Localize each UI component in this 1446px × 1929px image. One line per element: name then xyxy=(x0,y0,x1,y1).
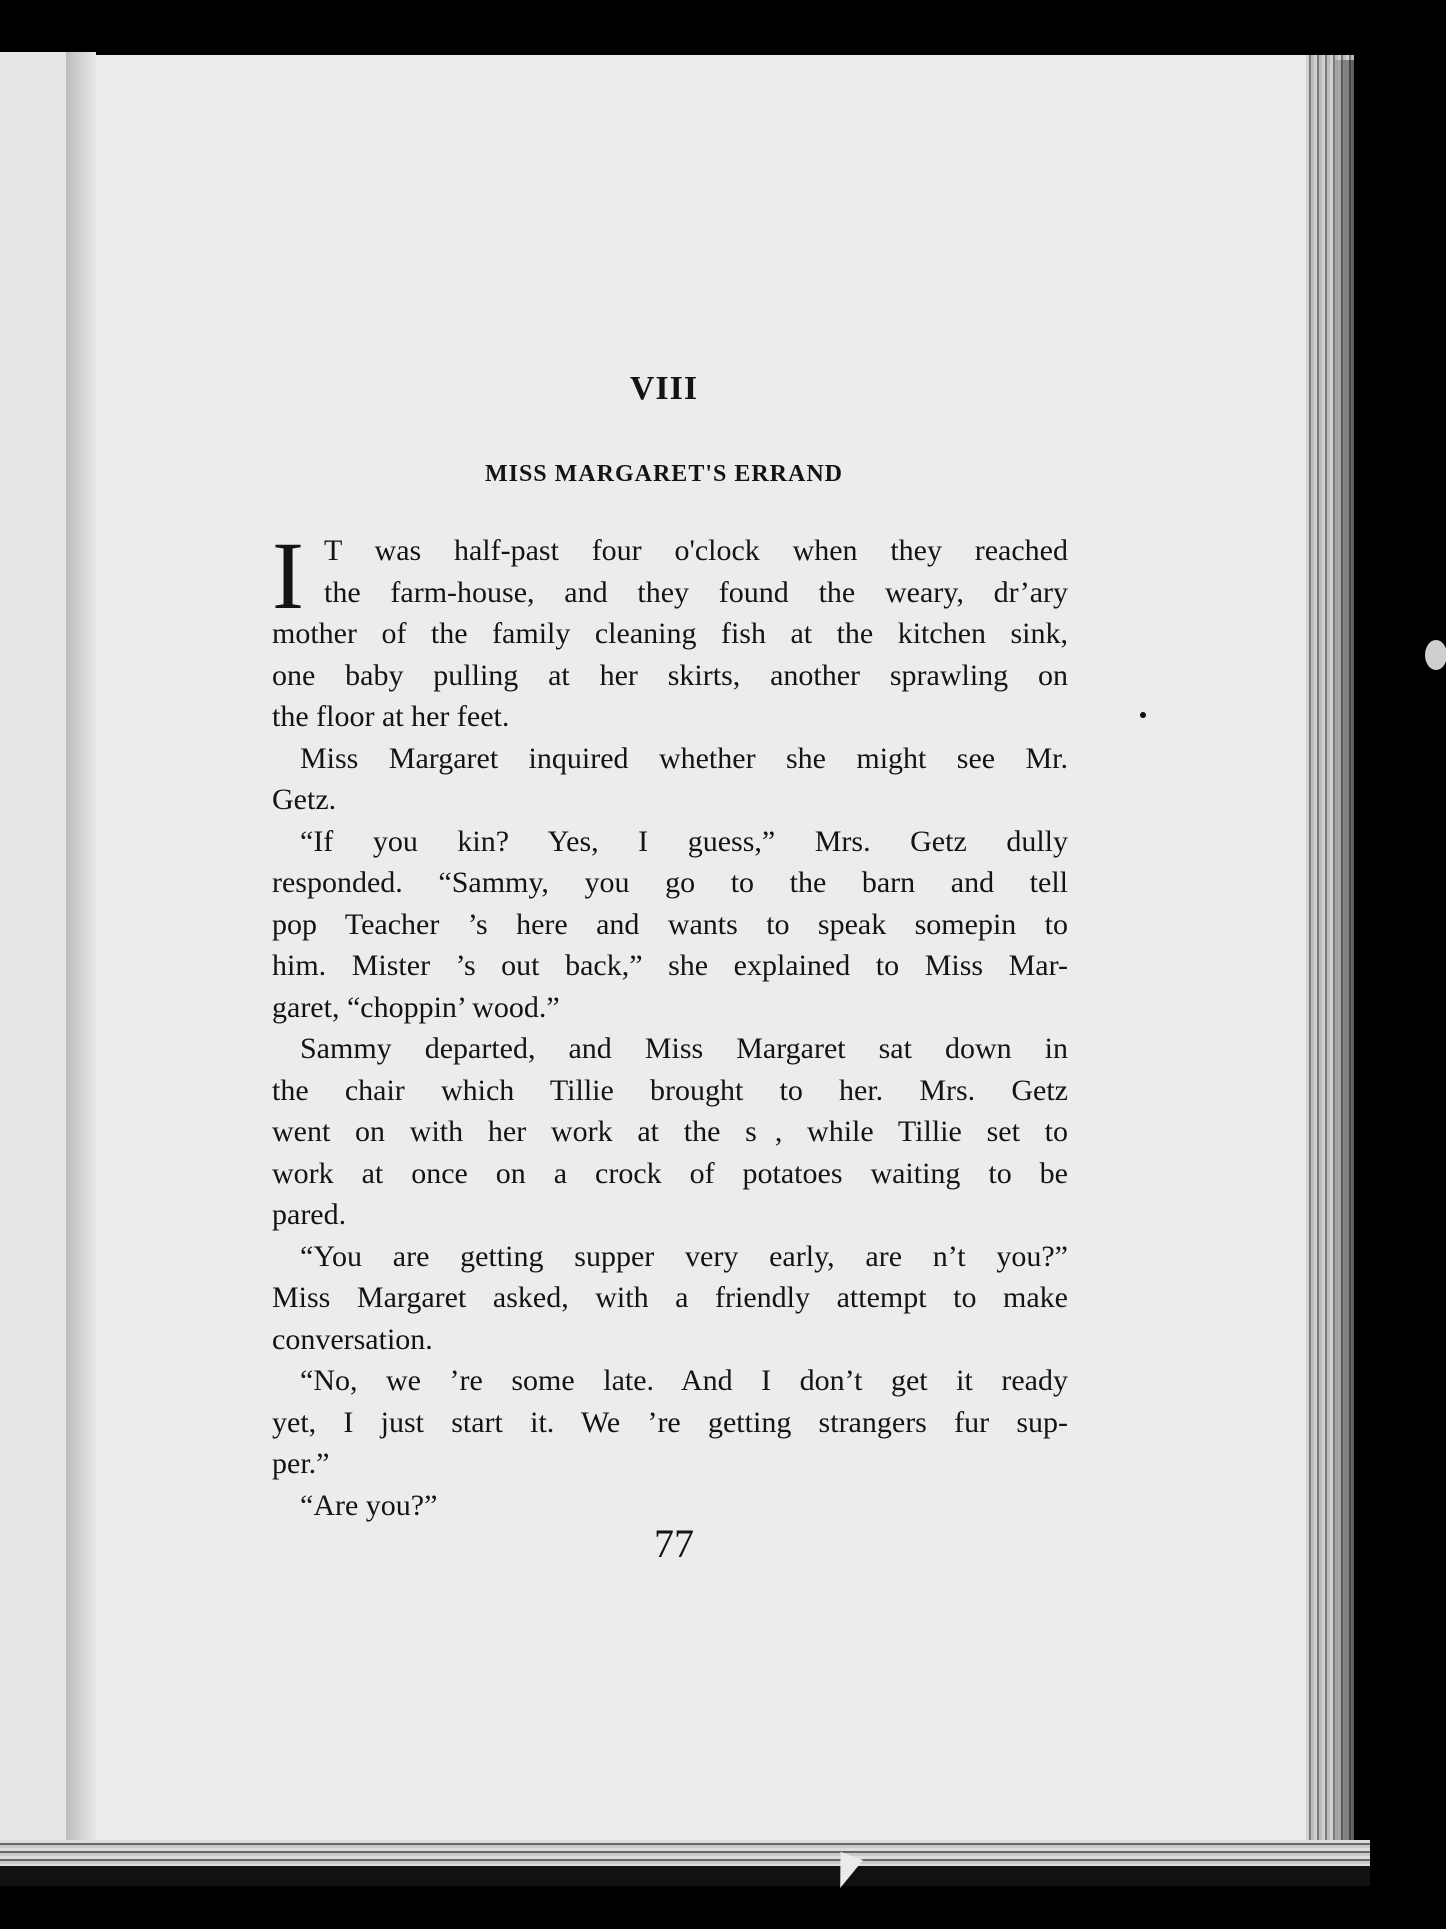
text-line: T was half-past four o'clock when they reached xyxy=(324,534,1068,567)
text-line: the farm-house, and they found the weary, dr’ary xyxy=(324,575,1068,609)
page-gutter xyxy=(66,52,96,1867)
bottom-shadow xyxy=(0,1866,1370,1886)
text-line: “You are getting supper very early, are n’t you?” xyxy=(300,1239,1068,1273)
text-line: one baby pulling at her skirts, another sprawling on xyxy=(272,658,1068,692)
text-line: the chair which Tillie brought to her. Mrs. Getz xyxy=(272,1073,1068,1107)
chapter-number: VIII xyxy=(629,370,699,407)
text-line: garet, “choppin’ wood.” xyxy=(272,990,560,1024)
text-line: Sammy departed, and Miss Margaret sat down in xyxy=(300,1032,1068,1065)
drop-cap: I xyxy=(272,522,304,629)
text-line: Getz. xyxy=(272,783,337,816)
page-number: 77 xyxy=(654,1521,694,1566)
text-line: yet, I just start it. We ’re getting strangers fur sup- xyxy=(272,1405,1068,1439)
text-line: “No, we ’re some late. And I don’t get it ready xyxy=(300,1364,1068,1397)
text-line: responded. “Sammy, you go to the barn and tell xyxy=(272,866,1068,899)
scan-speck xyxy=(1140,712,1146,718)
text-line: pared. xyxy=(272,1198,347,1231)
chapter-body xyxy=(272,522,1068,1526)
text-line: per.” xyxy=(272,1447,330,1480)
text-line: mother of the family cleaning fish at the kitchen sink, xyxy=(272,617,1068,650)
chapter-title: MISS MARGARET'S ERRAND xyxy=(484,461,844,487)
text-line: Miss Margaret asked, with a friendly attempt to make xyxy=(272,1281,1068,1314)
text-line: him. Mister ’s out back,” she explained to Miss Mar- xyxy=(272,949,1068,982)
text-line: went on with her work at the s , while Tillie set to xyxy=(272,1115,1068,1148)
text-line: “Are you?” xyxy=(300,1488,438,1522)
page-edge-shadow xyxy=(1335,60,1369,1856)
text-line: conversation. xyxy=(272,1322,433,1356)
scan-blot xyxy=(1425,640,1446,670)
text-line: Miss Margaret inquired whether she might see Mr. xyxy=(300,741,1068,775)
text-line: pop Teacher ’s here and wants to speak somepin to xyxy=(272,907,1068,941)
text-line: “If you kin? Yes, I guess,” Mrs. Getz dully xyxy=(300,824,1068,858)
text-line: the floor at her feet. xyxy=(272,700,510,733)
text-line: work at once on a crock of potatoes waiting to be xyxy=(272,1156,1068,1190)
